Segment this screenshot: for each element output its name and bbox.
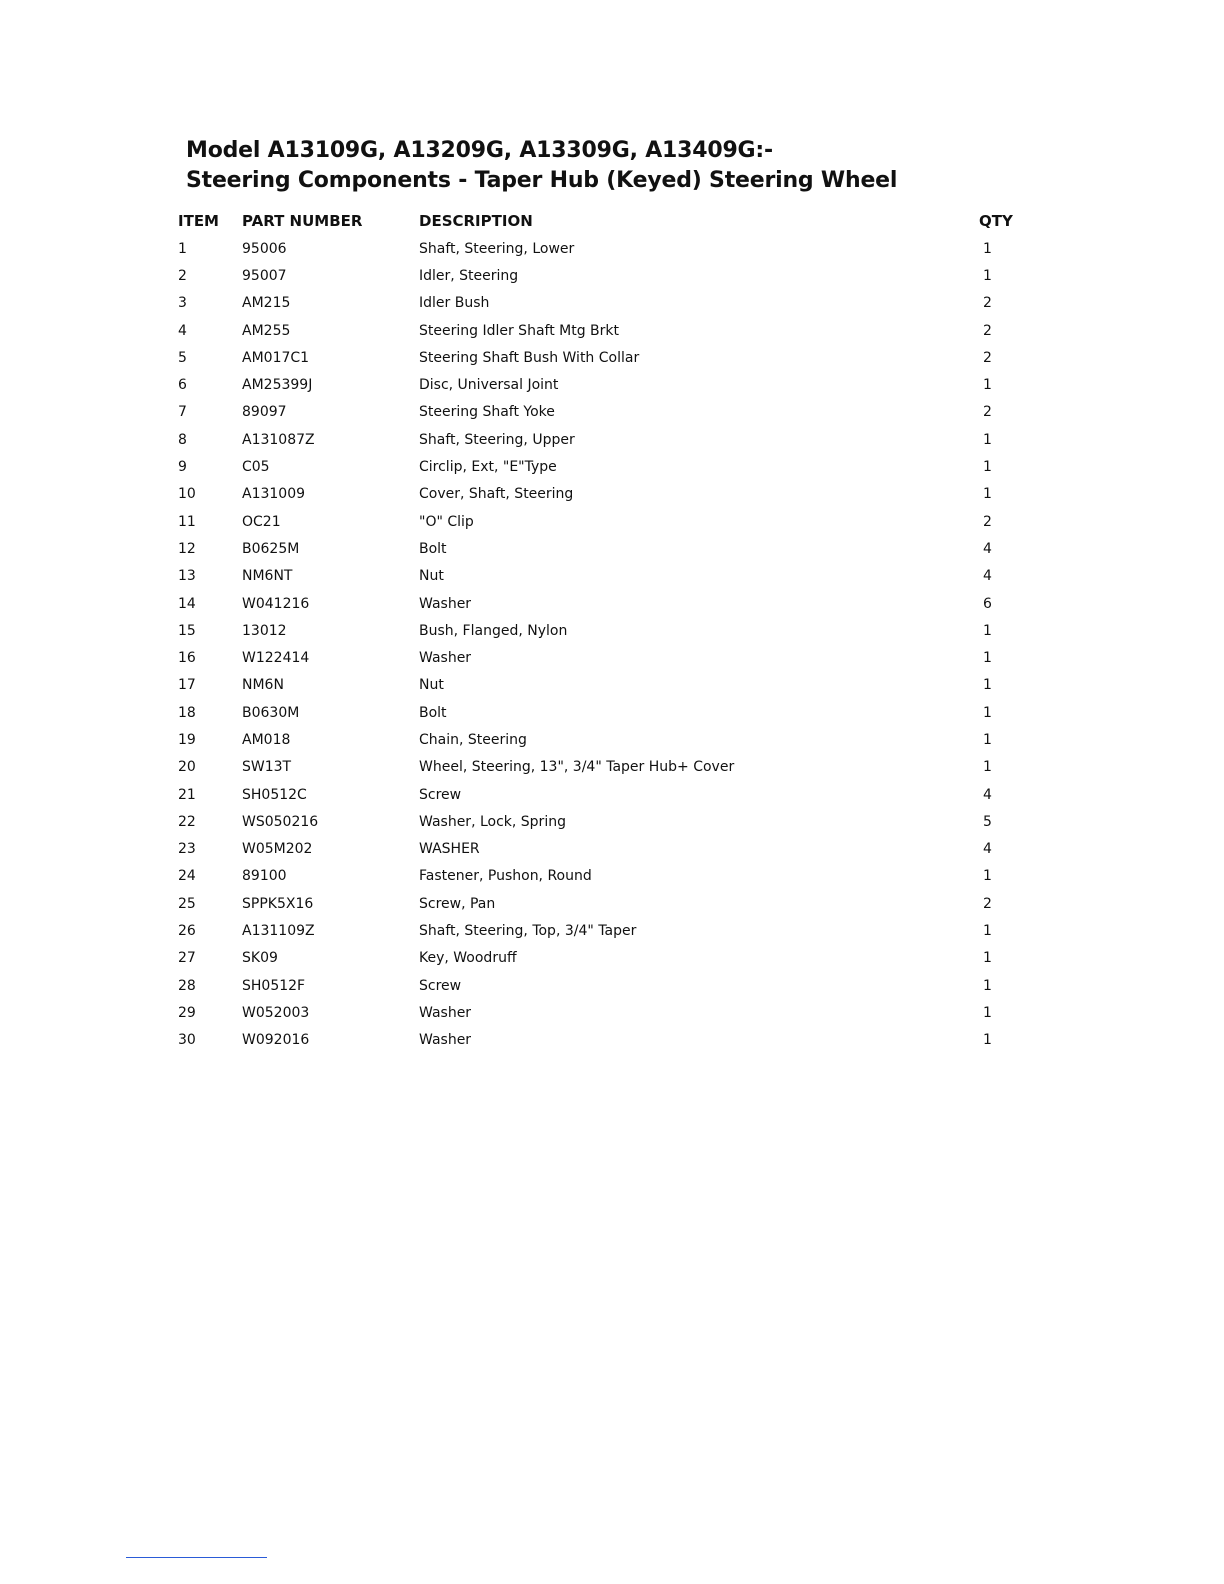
item-cell: 29 <box>178 1004 196 1021</box>
description-cell: Bush, Flanged, Nylon <box>419 622 568 639</box>
item-cell: 24 <box>178 868 196 885</box>
header-description: DESCRIPTION <box>419 212 533 230</box>
part-number-cell: SK09 <box>242 950 278 967</box>
table-row <box>178 945 1038 972</box>
qty-cell: 2 <box>983 349 992 366</box>
part-number-cell: WS050216 <box>242 813 319 830</box>
qty-cell: 5 <box>983 813 992 830</box>
qty-cell: 1 <box>983 950 992 967</box>
part-number-cell: C05 <box>242 459 270 476</box>
part-number-cell: W092016 <box>242 1032 310 1049</box>
part-number-cell: W052003 <box>242 1004 310 1021</box>
table-row <box>178 754 1038 781</box>
table-header <box>178 207 1038 235</box>
qty-cell: 4 <box>983 540 992 557</box>
description-cell: Cover, Shaft, Steering <box>419 486 574 503</box>
table-body <box>178 235 1038 1054</box>
qty-cell: 4 <box>983 786 992 803</box>
table-row <box>178 399 1038 426</box>
table-row <box>178 781 1038 808</box>
item-cell: 19 <box>178 731 196 748</box>
part-number-cell: AM018 <box>242 731 291 748</box>
item-cell: 8 <box>178 431 187 448</box>
table-row <box>178 563 1038 590</box>
qty-cell: 1 <box>983 1032 992 1049</box>
table-row <box>178 453 1038 480</box>
table-row <box>178 836 1038 863</box>
qty-cell: 2 <box>983 895 992 912</box>
table-row <box>178 726 1038 753</box>
part-number-cell: NM6NT <box>242 568 293 585</box>
table-row <box>178 917 1038 944</box>
qty-cell: 4 <box>983 568 992 585</box>
table-row <box>178 262 1038 289</box>
description-cell: Fastener, Pushon, Round <box>419 868 592 885</box>
part-number-cell: A131109Z <box>242 923 315 940</box>
description-cell: Idler Bush <box>419 295 490 312</box>
description-cell: Circlip, Ext, "E"Type <box>419 459 557 476</box>
footer-link-underline <box>126 1557 267 1558</box>
description-cell: Steering Shaft Bush With Collar <box>419 349 640 366</box>
item-cell: 28 <box>178 977 196 994</box>
qty-cell: 1 <box>983 622 992 639</box>
table-row <box>178 1027 1038 1054</box>
description-cell: Bolt <box>419 704 447 721</box>
qty-cell: 1 <box>983 731 992 748</box>
qty-cell: 1 <box>983 486 992 503</box>
header-part-number: PART NUMBER <box>242 212 363 230</box>
description-cell: Key, Woodruff <box>419 950 517 967</box>
part-number-cell: A131009 <box>242 486 306 503</box>
description-cell: Shaft, Steering, Lower <box>419 240 575 257</box>
item-cell: 15 <box>178 622 196 639</box>
qty-cell: 2 <box>983 513 992 530</box>
header-qty: QTY <box>979 212 1013 230</box>
table-row <box>178 972 1038 999</box>
description-cell: Chain, Steering <box>419 731 527 748</box>
qty-cell: 2 <box>983 404 992 421</box>
table-row <box>178 617 1038 644</box>
item-cell: 27 <box>178 950 196 967</box>
qty-cell: 2 <box>983 295 992 312</box>
item-cell: 25 <box>178 895 196 912</box>
part-number-cell: 13012 <box>242 622 287 639</box>
table-row <box>178 508 1038 535</box>
table-row <box>178 290 1038 317</box>
item-cell: 9 <box>178 459 187 476</box>
item-cell: 30 <box>178 1032 196 1049</box>
table-row <box>178 426 1038 453</box>
description-cell: Washer <box>419 595 472 612</box>
description-cell: Wheel, Steering, 13", 3/4" Taper Hub+ Cover <box>419 759 735 776</box>
part-number-cell: SPPK5X16 <box>242 895 314 912</box>
description-cell: Bolt <box>419 540 447 557</box>
part-number-cell: SH0512F <box>242 977 306 994</box>
qty-cell: 1 <box>983 459 992 476</box>
table-row <box>178 863 1038 890</box>
item-cell: 17 <box>178 677 196 694</box>
item-cell: 22 <box>178 813 196 830</box>
description-cell: "O" Clip <box>419 513 474 530</box>
qty-cell: 4 <box>983 841 992 858</box>
section-title: Steering Components - Taper Hub (Keyed) Steering Wheel <box>186 168 898 193</box>
item-cell: 14 <box>178 595 196 612</box>
description-cell: Steering Shaft Yoke <box>419 404 555 421</box>
table-row <box>178 235 1038 262</box>
item-cell: 1 <box>178 240 187 257</box>
part-number-cell: 95007 <box>242 267 287 284</box>
qty-cell: 1 <box>983 759 992 776</box>
description-cell: Washer, Lock, Spring <box>419 813 566 830</box>
item-cell: 11 <box>178 513 196 530</box>
description-cell: Disc, Universal Joint <box>419 377 559 394</box>
item-cell: 21 <box>178 786 196 803</box>
item-cell: 13 <box>178 568 196 585</box>
parts-table <box>178 207 1038 1054</box>
part-number-cell: 89100 <box>242 868 287 885</box>
item-cell: 18 <box>178 704 196 721</box>
description-cell: Screw <box>419 786 462 803</box>
description-cell: Nut <box>419 677 444 694</box>
part-number-cell: 89097 <box>242 404 287 421</box>
qty-cell: 2 <box>983 322 992 339</box>
part-number-cell: B0625M <box>242 540 300 557</box>
description-cell: Idler, Steering <box>419 267 519 284</box>
qty-cell: 1 <box>983 267 992 284</box>
item-cell: 2 <box>178 267 187 284</box>
qty-cell: 6 <box>983 595 992 612</box>
item-cell: 10 <box>178 486 196 503</box>
description-cell: Washer <box>419 1004 472 1021</box>
item-cell: 20 <box>178 759 196 776</box>
qty-cell: 1 <box>983 377 992 394</box>
part-number-cell: NM6N <box>242 677 284 694</box>
part-number-cell: W122414 <box>242 650 310 667</box>
item-cell: 3 <box>178 295 187 312</box>
part-number-cell: B0630M <box>242 704 300 721</box>
title-block <box>186 136 1086 196</box>
qty-cell: 1 <box>983 868 992 885</box>
part-number-cell: W05M202 <box>242 841 313 858</box>
part-number-cell: 95006 <box>242 240 287 257</box>
part-number-cell: OC21 <box>242 513 281 530</box>
part-number-cell: SH0512C <box>242 786 307 803</box>
qty-cell: 1 <box>983 977 992 994</box>
part-number-cell: AM255 <box>242 322 291 339</box>
header-item: ITEM <box>178 212 219 230</box>
item-cell: 12 <box>178 540 196 557</box>
description-cell: Shaft, Steering, Top, 3/4" Taper <box>419 923 637 940</box>
table-row <box>178 535 1038 562</box>
part-number-cell: AM215 <box>242 295 291 312</box>
qty-cell: 1 <box>983 677 992 694</box>
table-row <box>178 672 1038 699</box>
model-title: Model A13109G, A13209G, A13309G, A13409G:- <box>186 138 773 163</box>
table-row <box>178 590 1038 617</box>
qty-cell: 1 <box>983 240 992 257</box>
item-cell: 16 <box>178 650 196 667</box>
description-cell: Shaft, Steering, Upper <box>419 431 575 448</box>
description-cell: Screw, Pan <box>419 895 496 912</box>
part-number-cell: W041216 <box>242 595 310 612</box>
qty-cell: 1 <box>983 1004 992 1021</box>
qty-cell: 1 <box>983 431 992 448</box>
header-row <box>178 207 1038 235</box>
table-row <box>178 999 1038 1026</box>
table-row <box>178 644 1038 671</box>
description-cell: Screw <box>419 977 462 994</box>
item-cell: 26 <box>178 923 196 940</box>
description-cell: Steering Idler Shaft Mtg Brkt <box>419 322 620 339</box>
part-number-cell: AM25399J <box>242 377 313 394</box>
part-number-cell: AM017C1 <box>242 349 310 366</box>
qty-cell: 1 <box>983 650 992 667</box>
qty-cell: 1 <box>983 704 992 721</box>
description-cell: Nut <box>419 568 444 585</box>
description-cell: Washer <box>419 650 472 667</box>
table-row <box>178 699 1038 726</box>
item-cell: 5 <box>178 349 187 366</box>
item-cell: 6 <box>178 377 187 394</box>
part-number-cell: SW13T <box>242 759 292 776</box>
table-row <box>178 344 1038 371</box>
description-cell: WASHER <box>419 841 480 858</box>
item-cell: 7 <box>178 404 187 421</box>
item-cell: 23 <box>178 841 196 858</box>
table-row <box>178 371 1038 398</box>
description-cell: Washer <box>419 1032 472 1049</box>
table-row <box>178 808 1038 835</box>
table-row <box>178 317 1038 344</box>
table-row <box>178 890 1038 917</box>
item-cell: 4 <box>178 322 187 339</box>
part-number-cell: A131087Z <box>242 431 315 448</box>
table-row <box>178 481 1038 508</box>
qty-cell: 1 <box>983 923 992 940</box>
